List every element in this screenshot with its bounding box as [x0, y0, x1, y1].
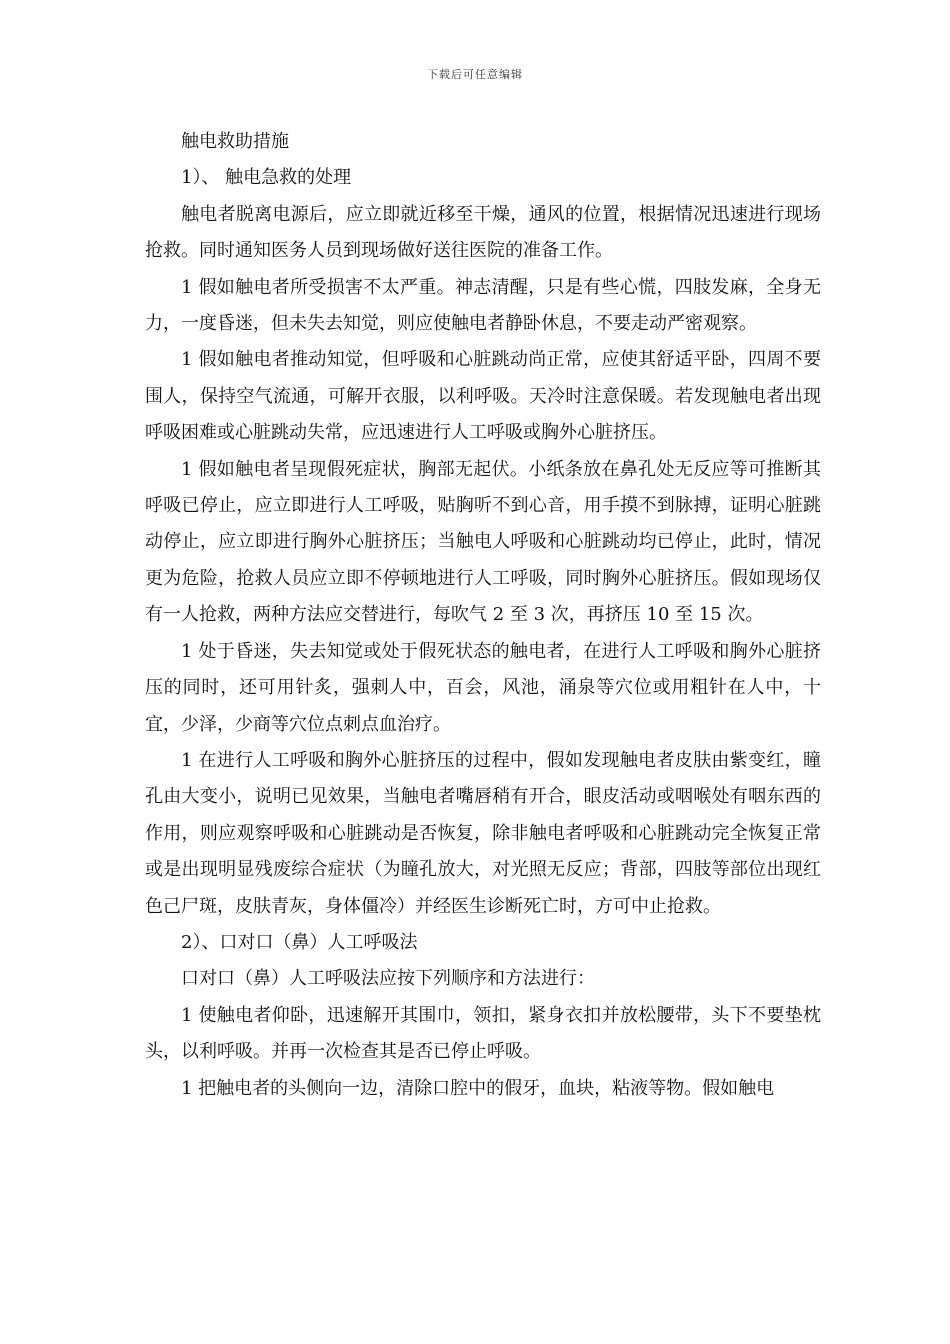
paragraph: 1 把触电者的头侧向一边，清除口腔中的假牙，血块，粘液等物。假如触电	[181, 1077, 775, 1099]
paragraph: 口对口（鼻）人工呼吸法应按下列顺序和方法进行：	[181, 968, 595, 990]
page-header: 下载后可任意编辑	[427, 68, 523, 81]
paragraph: 1 在进行人工呼吸和胸外心脏挤压的过程中，假如发现触电者皮肤由紫变红，瞳孔由大变小，说明已见效果，当触电者嘴唇稍有开合，眼皮活动或咽喉处有咽东西的作用，则应观察呼吸和心脏跳动是否恢复，除非触电者呼吸和心脏跳动完全恢复正常或是出现明显残废综合症状（为瞳孔放大，对光照无反应；背部，四肢等部位出现红色己尸斑，皮肤青灰，身体僵冷）并经医生诊断死亡时，方可中止抢救。	[145, 749, 821, 917]
paragraph: 1 处于昏迷，失去知觉或处于假死状态的触电者，在进行人工呼吸和胸外心脏挤压的同时，还可用针炙，强刺人中，百会，风池，涌泉等穴位或用粗针在人中，十宜，少泽，少商等穴位点刺点血治疗。	[145, 640, 821, 735]
paragraph: 1 假如触电者推动知觉，但呼吸和心脏跳动尚正常，应使其舒适平卧，四周不要围人，保持空气流通，可解开衣服，以利呼吸。天冷时注意保暖。若发现触电者出现呼吸困难或心脏跳动失常，应迅速进行人工呼吸或胸外心脏挤压。	[145, 349, 821, 444]
paragraph: 触电者脱离电源后，应立即就近移至干燥，通风的位置，根据情况迅速进行现场抢救。同时通知医务人员到现场做好送往医院的准备工作。	[145, 203, 821, 262]
doc-title: 触电救助措施	[181, 131, 289, 152]
document-body	[145, 124, 821, 1107]
section-heading-1: 1）、 触电急救的处理	[181, 167, 352, 189]
paragraph: 1 假如触电者呈现假死症状，胸部无起伏。小纸条放在鼻孔处无反应等可推断其呼吸已停止，应立即进行人工呼吸，贴胸听不到心音，用手摸不到脉搏，证明心脏跳动停止，应立即进行胸外心脏挤压；当触电人呼吸和心脏跳动均已停止，此时，情况更为危险，抢救人员应立即不停顿地进行人工呼吸，同时胸外心脏挤压。假如现场仅有一人抢救，两种方法应交替进行，每吹气 2 至 3 次，再挤压 10 至 15 次。	[145, 458, 821, 626]
section-heading-2: 2）、口对口（鼻）人工呼吸法	[181, 931, 418, 953]
paragraph: 1 假如触电者所受损害不太严重。神志清醒，只是有些心慌，四肢发麻，全身无力，一度昏迷，但未失去知觉，则应使触电者静卧休息，不要走动严密观察。	[145, 276, 821, 335]
paragraph: 1 使触电者仰卧，迅速解开其围巾，领扣，紧身衣扣并放松腰带，头下不要垫枕头，以利呼吸。并再一次检查其是否已停止呼吸。	[145, 1004, 821, 1063]
